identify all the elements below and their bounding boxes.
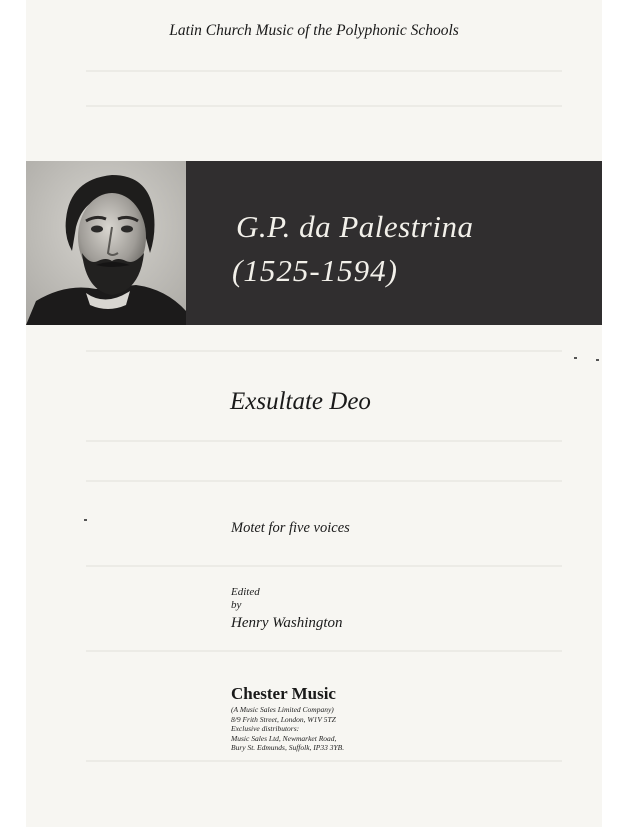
show-through-line bbox=[86, 760, 562, 762]
publisher-address bbox=[231, 705, 344, 753]
show-through-line bbox=[86, 105, 562, 107]
show-through-line bbox=[86, 70, 562, 72]
composer-banner bbox=[26, 161, 602, 325]
editor-name: Henry Washington bbox=[231, 615, 343, 631]
paper-speck bbox=[84, 519, 87, 521]
show-through-line bbox=[86, 350, 562, 352]
publisher-line: Exclusive distributors: bbox=[231, 724, 300, 733]
cover-page bbox=[26, 0, 602, 827]
publisher-line: (A Music Sales Limited Company) bbox=[231, 705, 334, 714]
by-label-line: by bbox=[231, 599, 242, 611]
series-title: Latin Church Music of the Polyphonic Schools bbox=[169, 22, 459, 39]
publisher-name: Chester Music bbox=[231, 684, 336, 703]
work-title: Exsultate Deo bbox=[230, 388, 371, 415]
composer-portrait-icon bbox=[26, 161, 186, 325]
show-through-line bbox=[86, 480, 562, 482]
paper-speck bbox=[574, 357, 577, 359]
work-subtitle: Motet for five voices bbox=[231, 520, 350, 536]
publisher-line: Music Sales Ltd, Newmarket Road, bbox=[231, 733, 337, 743]
composer-dates: (1525-1594) bbox=[232, 253, 398, 288]
show-through-line bbox=[86, 440, 562, 442]
edited-by-label bbox=[231, 586, 260, 612]
composer-portrait bbox=[26, 161, 186, 325]
publisher-line: Bury St. Edmunds, Suffolk, IP33 3YB. bbox=[231, 743, 345, 752]
edited-label-line: Edited bbox=[231, 586, 260, 598]
composer-name: G.P. da Palestrina bbox=[236, 209, 474, 244]
paper-speck bbox=[596, 359, 599, 361]
show-through-line bbox=[86, 650, 562, 652]
show-through-line bbox=[86, 565, 562, 567]
publisher-line: 8/9 Frith Street, London, W1V 5TZ bbox=[231, 714, 336, 724]
